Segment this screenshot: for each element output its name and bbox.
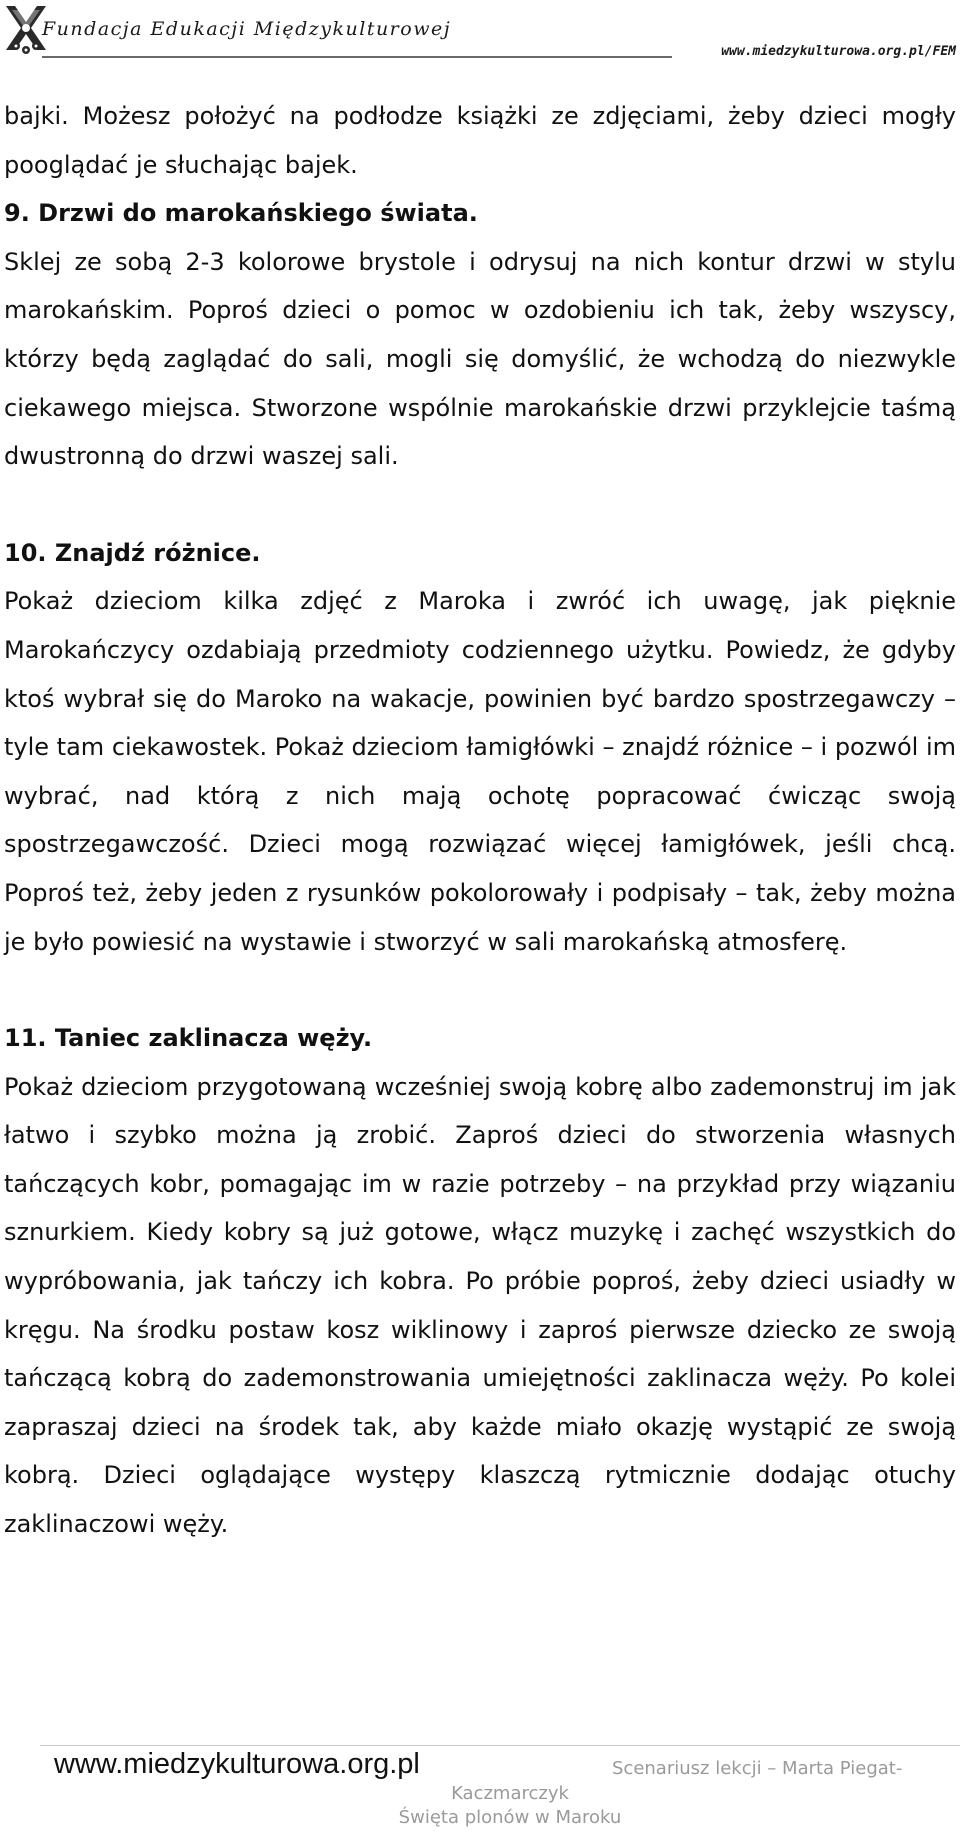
footer-lesson-title: Święta plonów w Maroku <box>398 1807 622 1828</box>
section-heading-11: 11. Taniec zaklinacza węży. <box>4 1024 373 1053</box>
section-heading-9: 9. Drzwi do marokańskiego świata. <box>4 199 478 228</box>
header-website-link[interactable]: www.miedzykulturowa.org.pl/FEM <box>721 44 956 59</box>
footer-divider <box>40 1745 960 1746</box>
section-paragraph-10: Pokaż dzieciom kilka zdjęć z Maroka i zwróć ich uwagę, jak pięknie Marokańczycy ozdabiają przedmioty codziennego użytku. Powiedz, że gdyby ktoś wybrał się do Maroko na wakacje, powinien być bardzo spostrzegawczy – tyle tam ciekawostek. Pokaż dzieciom łamigłówki – znajdź różnice – i pozwól im wybrać, nad którą z nich mają ochotę popracować ćwicząc swoją spostrzegawczość. Dzieci mogą rozwiązać więcej łamigłówek, jeśli chcą. Poproś też, żeby jeden z rysunków pokolorowały i podpisały – tak, żeby można je było powiesić na wystawie i stworzyć w sali marokańską atmosferę. <box>4 587 956 956</box>
spacer <box>4 481 956 529</box>
footer-website-link[interactable]: www.miedzykulturowa.org.pl <box>54 1748 420 1780</box>
document-body <box>4 92 956 1549</box>
section-heading-10: 10. Znajdź różnice. <box>4 538 261 567</box>
footer-credit: Scenariusz lekcji – Marta Piegat- <box>612 1758 903 1779</box>
section-paragraph-9: Sklej ze sobą 2-3 kolorowe brystole i odrysuj na nich kontur drzwi w stylu marokańskim. Poproś dzieci o pomoc w ozdobieniu ich tak, żeby wszyscy, którzy będą zaglądać do sali, mogli się domyślić, że wchodzą do niezwykle ciekawego miejsca. Stworzone wspólnie marokańskie drzwi przyklejcie taśmą dwustronną do drzwi waszej sali. <box>4 247 956 471</box>
footer-author-surname: Kaczmarczyk <box>451 1783 569 1804</box>
spacer <box>4 966 956 1014</box>
section-paragraph-11: Pokaż dzieciom przygotowaną wcześniej swoją kobrę albo zademonstruj im jak łatwo i szybko można ją zrobić. Zaproś dzieci do stworzenia własnych tańczących kobr, pomagając im w razie potrzeby – na przykład przy wiązaniu sznurkiem. Kiedy kobry są już gotowe, włącz muzykę i zachęć wszystkich do wypróbowania, jak tańczy ich kobra. Po próbie poproś, żeby dzieci usiadły w kręgu. Na środku postaw kosz wiklinowy i zaproś pierwsze dziecko ze swoją tańczącą kobrą do zademonstrowania umiejętności zaklinacza węży. Po kolei zapraszaj dzieci na środek tak, aby każde miało okazję wystąpić ze swoją kobrą. Dzieci oglądające występy klaszczą rytmicznie dodając otuchy zaklinaczowi węży. <box>4 1072 956 1539</box>
header-divider <box>42 56 672 58</box>
intro-paragraph: bajki. Możesz położyć na podłodze książki ze zdjęciami, żeby dzieci mogły pooglądać je słuchając bajek. <box>4 102 956 179</box>
organization-name: Fundacja Edukacji Międzykulturowej <box>42 18 452 40</box>
footer-credit-continued <box>300 1782 720 1830</box>
page-header <box>0 0 960 70</box>
